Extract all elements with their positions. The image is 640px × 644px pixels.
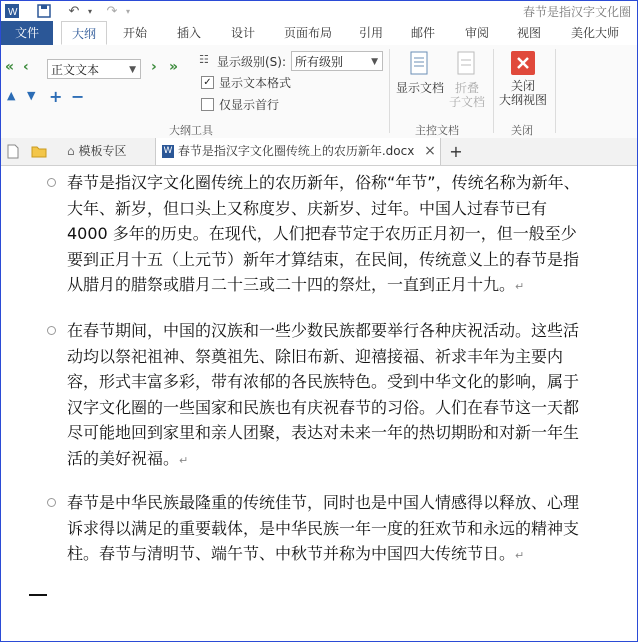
tab-outline[interactable]: 大纲	[61, 21, 107, 45]
promote-icon[interactable]: ‹	[23, 59, 29, 75]
collapse-subdocuments-button[interactable]: 折叠 子文档	[445, 51, 489, 109]
master-document-group-label: 主控文档	[415, 124, 459, 137]
outline-paragraph[interactable]: 春节是中华民族最隆重的传统佳节，同时也是中国人情感得以释放、心理诉求得以满足的重要载体，是中华民族一年一度的狂欢节和永远的精神支柱。春节与清明节、端午节、中秋节并称为中国四大传统节日。↵	[67, 493, 580, 563]
redo-dropdown-icon[interactable]: ▾	[125, 6, 130, 16]
tab-mailings[interactable]: 邮件	[410, 26, 435, 40]
move-down-icon[interactable]: ▼	[27, 89, 36, 102]
show-text-format-label: 显示文本格式	[219, 76, 292, 90]
tab-insert[interactable]: 插入	[176, 26, 201, 40]
demote-icon[interactable]: ›	[151, 59, 157, 75]
home-icon: ⌂	[67, 144, 75, 158]
show-first-line-checkbox[interactable]	[201, 98, 214, 111]
ribbon-separator	[555, 49, 556, 133]
redo-icon[interactable]: ↷	[106, 3, 118, 19]
outline-paragraph[interactable]: 春节是指汉字文化圈传统上的农历新年，俗称“年节”，传统名称为新年、大年、新岁，但口头上又称度岁、庆新岁、过年。中国人过春节已有 4000 多年的历史。在现代，人们把春节定于农历正月初一，但一般至少要到正月十五（上元节）新年才算结束，在民间，传统意义上的春节是指从腊月的腊祭或腊月二十三或二十四的祭灶，一直到正月十九。↵	[67, 173, 580, 294]
tab-page-layout[interactable]: 页面布局	[283, 26, 332, 40]
document-tab-bar	[1, 138, 637, 166]
undo-dropdown-icon[interactable]: ▾	[87, 6, 92, 16]
close-outline-view-button[interactable]: 关闭 大纲视图	[495, 51, 551, 107]
tab-review[interactable]: 审阅	[464, 26, 489, 40]
outline-bullet[interactable]	[47, 178, 56, 187]
ribbon-separator	[389, 49, 390, 133]
outline-paragraph[interactable]: 在春节期间，中国的汉族和一些少数民族都要举行各种庆祝活动。这些活动均以祭祀祖神、祭奠祖先、除旧布新、迎禧接福、祈求丰年为主要内容，形式丰富多彩，带有浓郁的各民族特色。受到中华文化的影响，属于汉字文化圈的一些国家和民族也有庆祝春节的习俗。人们在春节这一天都尽可能地回到家里和亲人团聚，表达对未来一年的热切期盼和对新一年生活的美好祝福。↵	[67, 321, 580, 468]
new-tab-button[interactable]: +	[449, 142, 463, 161]
ribbon-panel	[1, 45, 637, 139]
show-text-format-checkbox[interactable]: ✓	[201, 76, 214, 89]
show-level-label: 显示级别(S):	[217, 55, 287, 69]
paragraph-mark: ↵	[515, 280, 525, 293]
show-first-line-label: 仅显示首行	[219, 98, 280, 112]
tab-current-document[interactable]: W 春节是指汉字文化圈传统上的农历新年.docx ×	[155, 138, 441, 165]
svg-text:W: W	[8, 7, 18, 18]
text-cursor	[29, 594, 47, 596]
collapse-icon[interactable]: −	[71, 87, 85, 106]
ribbon-separator	[493, 49, 494, 133]
tab-meihua-master[interactable]: 美化大师	[570, 26, 619, 40]
outline-tools-group-label: 大纲工具	[169, 124, 213, 137]
expand-icon[interactable]: +	[49, 87, 63, 106]
new-document-icon[interactable]	[7, 138, 23, 165]
paragraph-mark: ↵	[515, 549, 525, 562]
document-body[interactable]	[1, 166, 637, 640]
close-group-label: 关闭	[511, 124, 533, 137]
tab-references[interactable]: 引用	[358, 26, 383, 40]
window-title: 春节是指汉字文化圈	[522, 5, 631, 19]
show-level-icon: ☷	[199, 53, 209, 66]
tab-file[interactable]: 文件	[1, 21, 53, 45]
close-tab-icon[interactable]: ×	[424, 143, 436, 159]
tab-view[interactable]: 视图	[516, 26, 541, 40]
open-folder-icon[interactable]	[31, 138, 49, 165]
ribbon-tab-strip	[1, 21, 637, 46]
show-document-button[interactable]: 显示文档	[393, 51, 447, 95]
paragraph-mark: ↵	[179, 453, 189, 467]
undo-icon[interactable]: ↶	[68, 3, 80, 19]
collapse-subdocuments-icon	[455, 51, 479, 77]
tab-design[interactable]: 设计	[230, 26, 255, 40]
show-level-dropdown[interactable]: 所有级别 ▼	[291, 51, 383, 71]
title-bar	[1, 1, 637, 21]
word-app-icon[interactable]	[3, 1, 21, 21]
demote-to-body-icon[interactable]: »	[169, 59, 179, 75]
outline-bullet[interactable]	[47, 498, 56, 507]
show-document-icon	[408, 51, 432, 77]
outline-bullet[interactable]	[47, 326, 56, 335]
outline-level-dropdown[interactable]: 正文文本 ▼	[47, 59, 141, 79]
close-icon	[511, 51, 535, 75]
save-icon[interactable]	[35, 1, 53, 21]
promote-to-heading1-icon[interactable]: «	[5, 59, 15, 75]
word-document-icon: W	[163, 146, 173, 156]
tab-template-zone[interactable]: ⌂ 模板专区	[67, 144, 127, 158]
move-up-icon[interactable]: ▲	[7, 89, 16, 102]
tab-home[interactable]: 开始	[122, 26, 147, 40]
